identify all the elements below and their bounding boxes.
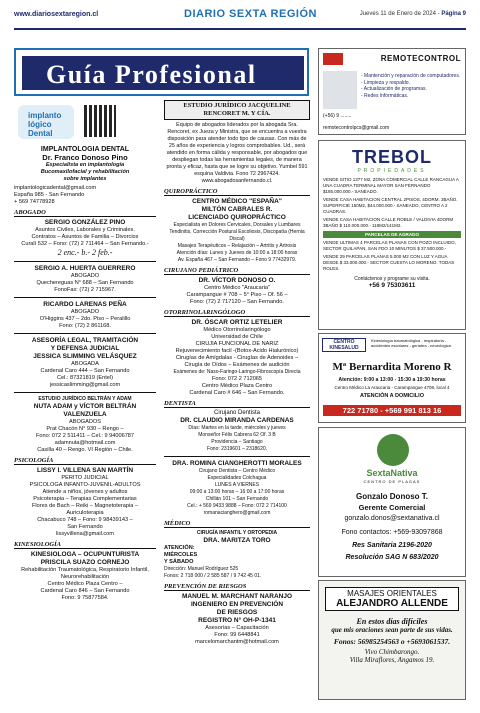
ad-line: Atención días: Lunes y Jueves de 10:00 a 18:00 horas bbox=[176, 250, 298, 256]
ad-line: Cardenal Caro # 646 – San Fernando. bbox=[189, 390, 285, 396]
ad-line: Cardenal Caro 444 – San Fernando bbox=[40, 368, 130, 374]
ad-remotecontrol bbox=[318, 48, 466, 135]
ad-line: Médico Otorrinolaringólogo bbox=[203, 327, 271, 333]
ad-line: Asesorías – Capacitación bbox=[205, 625, 269, 631]
listing: VENDE CASA HABITACION CENTRAL 2PISOS, 4DORM. 3BAÑO. SUPERFICIE 150M2, $44.000.000.- SANEADO, CENTRO A 2 CUADRAS. bbox=[323, 197, 458, 214]
qr-code bbox=[84, 105, 116, 137]
ad-line: Flores de Bach – Reiki – Magnetoterapia – bbox=[31, 503, 139, 509]
ad-name: Gonzalo Donoso T. bbox=[356, 492, 428, 501]
ad-line: Y SÁBADO bbox=[164, 559, 194, 565]
brand-name: REMOTECONTROL bbox=[380, 54, 461, 63]
ad-line: sobre implantes bbox=[63, 176, 107, 182]
listing: VENDE ULTIMAS 4 PARCELAS PLANAS CON POZO INCLUIDO, SECTOR QUILAPAN, SAN FDO 10 MINUTOS $ 37.500.000.- bbox=[323, 240, 456, 251]
ad-phone: Fonos: 2 718 000 / 2 585 587 / 9 742 45 01. bbox=[164, 573, 262, 579]
ad-name: Dr. Franco Donoso Pino bbox=[42, 153, 128, 162]
ad-email[interactable]: marcelomarchantm@hotmail.com bbox=[195, 639, 279, 645]
ad-phone: Fonos: 56985254563 o +5693061537. bbox=[333, 637, 451, 646]
listing: VENDE CASA HABITACION CALLE ROBLE / VALDIVIA 4DORM 3BAÑO $ 110.000.000.- 118M2/141M2. bbox=[323, 217, 454, 228]
ad-title: KINESIOLOGA – OCUPUNTURISTA bbox=[30, 551, 140, 558]
ad-name: JESSICA SLIMMING VELÁSQUEZ bbox=[33, 353, 137, 360]
ad-line: Psicoterapia – Terapias Complementarias bbox=[33, 496, 137, 502]
ad-title: IMPLANTOLOGIA DENTAL bbox=[40, 146, 130, 153]
ad-line: Especialista en Dolores Cervicales, Dorsales y Lumbares bbox=[173, 222, 301, 228]
ad-name: RICARDO LARENAS PEÑA bbox=[43, 301, 127, 308]
ad-phone: Fono contactos: +569-93097868 bbox=[341, 529, 443, 536]
ad-phone: Av. España 467 – San Fernando – Fono 9 77432979. bbox=[177, 257, 297, 263]
ad-line: Villa Miraflores, Angamos 19. bbox=[349, 656, 435, 664]
ad-name: NUTA ADAM y VÍCTOR BELTRÁN bbox=[33, 403, 137, 410]
ad-line: Prat Chacón N° 930 – Rengo – bbox=[46, 426, 124, 432]
ad-name: SERGIO GONZÁLEZ PINO bbox=[44, 219, 126, 226]
ad-line: ATENCIÓN A DOMICILIO bbox=[360, 393, 424, 399]
ad-title: INGENIERO EN PREVENCIÓN bbox=[190, 601, 284, 608]
ad-email[interactable]: jessicaslimming@gmail.com bbox=[49, 382, 121, 388]
ad-line: ABOGADOS bbox=[68, 419, 102, 425]
ad-line: Cirugía de Oídos – Exámenes de audición bbox=[184, 362, 290, 368]
ad-title: MASAJES ORIENTALES bbox=[347, 589, 437, 598]
ad-title: Cirujano Dentista bbox=[213, 410, 261, 416]
ad-line: Rejuvenecimiento facil -(Botox-Acido Hialurónico) bbox=[175, 348, 299, 354]
ad-title: LICENCIADO QUIROPRÁCTICO bbox=[188, 214, 286, 221]
ad-title: ESTUDIO JURÍDICO BELTRÁN Y ADAM bbox=[38, 396, 132, 402]
ad-phone: Fono: 99 6448841 bbox=[214, 632, 260, 638]
ad-name: ALEJANDRO ALLENDE bbox=[336, 598, 448, 609]
ad-trebol bbox=[318, 140, 466, 330]
ad-line: Chillán 101 – San Fernando bbox=[205, 496, 269, 502]
guide-title: Guía Profesional bbox=[46, 60, 257, 89]
ad-line: Atención: 9:00 a 13:00 - 15:30 a 19:30 horas bbox=[338, 377, 446, 383]
brand-mark-icon bbox=[323, 53, 343, 65]
ad-name: PRISCILA SUAZO CORNEJO bbox=[40, 559, 130, 566]
ad-line: Resolución SAG N 683/2020 bbox=[345, 554, 439, 561]
ad-line: - Mantención y reparación de computadores. bbox=[361, 73, 461, 79]
ad-kinesalud bbox=[318, 333, 466, 423]
ad-line: ATENCIÓN: bbox=[164, 545, 195, 551]
ad-line: PSICOLOGA INFANTO-JUVENIL-ADULTOS bbox=[29, 482, 141, 488]
technician-image bbox=[323, 71, 357, 109]
ad-line: Masajes Terapéuticos – Relajación – Artritis y Artrosis bbox=[177, 243, 297, 249]
ad-email[interactable]: lissyvillena@gmail.com bbox=[56, 531, 114, 537]
ad-line: CIRUJIA FUNCIONAL DE NARIZ bbox=[195, 341, 279, 347]
ad-line: Vivo Chimbarongo. bbox=[364, 648, 420, 656]
ad-line: Centro Médico "Araucaria" bbox=[204, 285, 270, 291]
ad-name: DR. CLAUDIO MIRANDA CARDENAS bbox=[180, 417, 294, 424]
ad-phone: Fono: 072 2 511411 – Cel.: 9 94006787 bbox=[35, 433, 135, 439]
issue-date: Jueves 11 de Enero de 2024 - Página 9 bbox=[359, 11, 466, 17]
ad-line: Providencia – Santiago bbox=[211, 439, 263, 445]
section-heading: MÉDICO bbox=[164, 520, 310, 528]
section-heading: QUIROPRÁCTICO bbox=[164, 188, 310, 196]
ad-line: Casilla 40 – Rengo. VI Región – Chile. bbox=[37, 447, 133, 453]
section-heading: CIRUJANO PEDIÁTRICO bbox=[164, 267, 310, 275]
ad-phone: Fono: 072 2 712065 bbox=[211, 376, 263, 382]
ad-body: Equipo de abogados liderados por la abogada Sra. Rencoret, ex Jueza y Ministra, que se encuentra a vuestra disposición para atender todo tipo de causas. Con más de 25 años de experiencia y logros comprobables. Ud., será atendido en forma cálida y responsable, por abogados que despliegan todas las herramientas legales, de manera pronta y eficaz, hasta que se logre su objetivo. Yumbel 591 esquina Valdivia. Fono 72 2967424. www.abogadosanfernando.cl. bbox=[166, 122, 308, 184]
ad-line: San Fernando bbox=[67, 524, 103, 530]
ad-title: REGISTRO N° OH-P-1341 bbox=[198, 617, 276, 624]
ad-line: Contratos – Asuntos de Familia – Divorcios bbox=[31, 234, 139, 240]
ad-line: Dirección: Manuel Rodríguez 525 bbox=[164, 566, 239, 572]
ad-line: Monseñor Félix Cabrera 62 Of. 3 B bbox=[198, 432, 276, 438]
section-heading: OTORRINOLARINGÓLOGO bbox=[164, 309, 310, 317]
ad-line: Bucomaxilofacial y rehabilitación bbox=[40, 169, 130, 175]
section-title: DIARIO SEXTA REGIÓN bbox=[184, 8, 317, 20]
ad-line: ABOGADA bbox=[71, 361, 99, 367]
ad-line: Centro Médico Plaza Centro – bbox=[47, 581, 123, 587]
ad-line: que mis oraciones sean parte de sus vidas. bbox=[331, 626, 453, 634]
ad-name: DR. VÍCTOR DONOSO O. bbox=[198, 277, 276, 284]
ad-line: - Actualización de programas. bbox=[361, 86, 427, 92]
ad-line: Carampangue # 708 – 5° Piso – Of. 56 – bbox=[186, 292, 288, 298]
ad-phone: Fono: (72) 2 861168. bbox=[59, 323, 111, 329]
ad-name: DRA. MARITZA TORO bbox=[203, 537, 271, 544]
ad-name: DR. ÓSCAR ORTIZ LETELIER bbox=[191, 319, 283, 326]
ad-line: Centro Médico La Araucaria - Carampangue 4708, local 4 bbox=[334, 385, 450, 390]
site-url[interactable]: www.diariosextaregion.cl bbox=[14, 11, 99, 18]
ad-name: Mª Bernardita Moreno R bbox=[332, 361, 452, 373]
ad-title: CIRUGÍA INFANTIL Y ORTOPEDIA bbox=[196, 530, 278, 536]
ad-title: Y DEFENSA JUDICIAL bbox=[50, 345, 120, 352]
ad-line: Centro Médico Plaza Centro bbox=[201, 383, 273, 389]
ad-line: MIÉRCOLES bbox=[164, 552, 198, 558]
ad-line: - Redes informáticas. bbox=[361, 92, 409, 99]
ad-sextanativa bbox=[318, 427, 466, 577]
ad-line: O'Higgins 437 – 2do. Piso – Peralillo bbox=[39, 316, 131, 322]
section-heading: PREVENCIÓN DE RIESGOS bbox=[164, 583, 310, 591]
ad-title: DE RIESGOS bbox=[216, 609, 258, 616]
ad-line: ABOGADO bbox=[70, 273, 100, 279]
guide-banner bbox=[14, 48, 309, 96]
brand-name: TREBOL bbox=[352, 147, 432, 167]
ad-line: Especialidades Colchagua bbox=[207, 475, 267, 481]
ad-email[interactable]: implantologicadental@gmail.com bbox=[14, 185, 97, 191]
section-heading: ABOGADO bbox=[14, 209, 156, 217]
ad-line: - Limpieza y respaldo. bbox=[361, 79, 410, 86]
ad-line: Atiende a niños, jóvenes y adultos bbox=[42, 489, 128, 495]
ad-line: Tendinitis, Corrección Postural Escoliosis, Discopatía (Hernia Discal) bbox=[169, 229, 305, 242]
ad-phone: 722 71780 - +569 991 813 16 bbox=[323, 405, 461, 416]
ad-phone: (+56) 9 ........ bbox=[323, 113, 352, 119]
ad-email[interactable]: romanacianghero@gmail.com bbox=[203, 510, 271, 516]
ad-email[interactable]: adamnuta@hotmail.com bbox=[54, 440, 116, 446]
ad-line: Kinesiología traumatológica - respiratoria - accidentes escolares - geriatría - neurológica bbox=[371, 338, 451, 348]
section-heading: DENTISTA bbox=[164, 400, 310, 408]
ad-phone: Fono: 9 75877584. bbox=[61, 595, 109, 601]
handwritten-note: 2 enc.- b.- 2 feb.- bbox=[57, 248, 113, 257]
ad-name: SERGIO A. HUERTA GUERRERO bbox=[34, 265, 136, 272]
ad-name: VALENZUELA bbox=[63, 411, 107, 418]
ad-line: Auriculoterapia bbox=[66, 510, 104, 516]
ad-line: Quechereguas N° 688 – San Fernando bbox=[36, 280, 134, 286]
ad-phone: Fono: 2319601 – 2318620. bbox=[206, 446, 268, 452]
listing: VENDE 29 PARCELAS PLANAS 5.000 M2 CON LUZ Y AGUA DESDE $ 33.000.000.- SECTOR CUESTA LO MORENO. TODAS ROLES. bbox=[323, 254, 455, 271]
ad-line: Exámenes de: Naso-Faringo-Laringo-Fibroscopía Directa bbox=[173, 369, 301, 375]
ad-line: Contáctenos y programe su visita. bbox=[354, 276, 430, 282]
ad-line: Cirujano Dentista – Centro Médico bbox=[198, 468, 276, 474]
ad-email[interactable]: gonzalo.donos@sextanativa.cl bbox=[344, 515, 440, 522]
section-heading: PSICOLOGÍA bbox=[14, 457, 156, 465]
listing: VENDE SITIO 1377 M2, ZONA COMERCIAL CALLE RANCAGUA A UNA CUADRA TERMINAL MAYOR SAN FERNANDO $185.000.000.- SANEADO. bbox=[323, 177, 459, 194]
ad-phone: + 569 74778928 bbox=[14, 199, 55, 205]
ad-phone: Cel.: 87321819 (Entel) bbox=[57, 375, 113, 381]
ad-phone: Fono: (72) 2 717120 – San Fernando. bbox=[190, 299, 284, 305]
ad-phone: Cel.: + 569 9433 9888 – Fono: 072 2 714100 bbox=[187, 503, 287, 509]
ad-name: CENTRO MÉDICO "ESPAÑA" bbox=[192, 198, 282, 205]
leaf-icon bbox=[377, 434, 409, 466]
ad-line: Cirugías de Amígdalas - Cirugías de Adenoides – bbox=[175, 355, 299, 361]
section-heading: KINESIOLOGÍA bbox=[14, 541, 156, 549]
ad-name: MANUEL M. MARCHANT NARANJO bbox=[181, 593, 292, 600]
ad-line: Neurorehabilitación bbox=[60, 574, 110, 580]
page-header bbox=[14, 8, 466, 30]
ad-masajes bbox=[318, 580, 466, 700]
ad-phone: +56 9 75303611 bbox=[368, 282, 416, 289]
ad-name: LISSY I. VILLENA SAN MARTÍN bbox=[36, 467, 134, 474]
ad-name: DRA. ROMINA CIANGHEROTTI MORALES bbox=[172, 460, 302, 467]
ad-line: Días: Martes en la tarde, miércoles y jueves bbox=[188, 425, 286, 431]
ad-line: 09:00 a 13:00 horas – 16:00 a 17:00 horas bbox=[189, 489, 285, 495]
ad-line: Especialista en implantología bbox=[45, 162, 125, 168]
brand-sub: CENTRO DE PLAGAS bbox=[363, 479, 421, 484]
ad-line: PERITO JUDICIAL bbox=[61, 475, 109, 481]
ad-email[interactable]: remotecontrolpcs@gmail.com bbox=[323, 125, 390, 131]
ad-line: Rehabilitación Traumatológica, Respiratorio Infantil, bbox=[21, 567, 149, 573]
implanto-logo: implanto lógico Dental bbox=[18, 105, 74, 139]
column-1 bbox=[14, 103, 156, 602]
ad-line: Res Sanitaria 2196-2020 bbox=[352, 542, 432, 549]
ad-phone: Chacabuco 748 – Fono: 9 98439143 – bbox=[37, 517, 133, 523]
ad-line: ABOGADO bbox=[70, 309, 100, 315]
brand-sub: PROPIEDADES bbox=[357, 168, 427, 174]
parcelas-banner: PARCELAS DE AGRADO bbox=[323, 231, 461, 238]
ad-phone: FonoFax: (72) 2 715967. bbox=[54, 287, 116, 293]
ad-name: MILTÓN CABRALES R. bbox=[201, 206, 273, 213]
ad-line: Universidad de Chile bbox=[211, 334, 263, 340]
ad-line: LUNES A VIERNES bbox=[214, 482, 260, 488]
ad-line: En estos días difíciles bbox=[356, 617, 428, 626]
ad-title: ASESORÍA LEGAL, TRAMITACIÓN bbox=[31, 337, 139, 344]
ad-line: España 985 - San Fernando bbox=[14, 192, 85, 198]
ad-line: Asuntos Civiles, Laborales y Criminales. bbox=[35, 227, 135, 233]
ad-line: Curalí 532 – Fono: (72) 2 711464 – San Fernando.- bbox=[21, 241, 149, 247]
column-2 bbox=[164, 100, 310, 646]
ad-heading: ESTUDIO JURÍDICO JACQUELINE RENCORET M. Y CÍA. bbox=[164, 100, 310, 120]
brand-logo: CENTRO KINESALUD bbox=[322, 338, 366, 352]
brand-name: SextaNativa bbox=[366, 468, 418, 478]
ad-title: Gerente Comercial bbox=[358, 503, 426, 512]
ad-line: Cardenal Caro 846 – San Fernando bbox=[40, 588, 130, 594]
